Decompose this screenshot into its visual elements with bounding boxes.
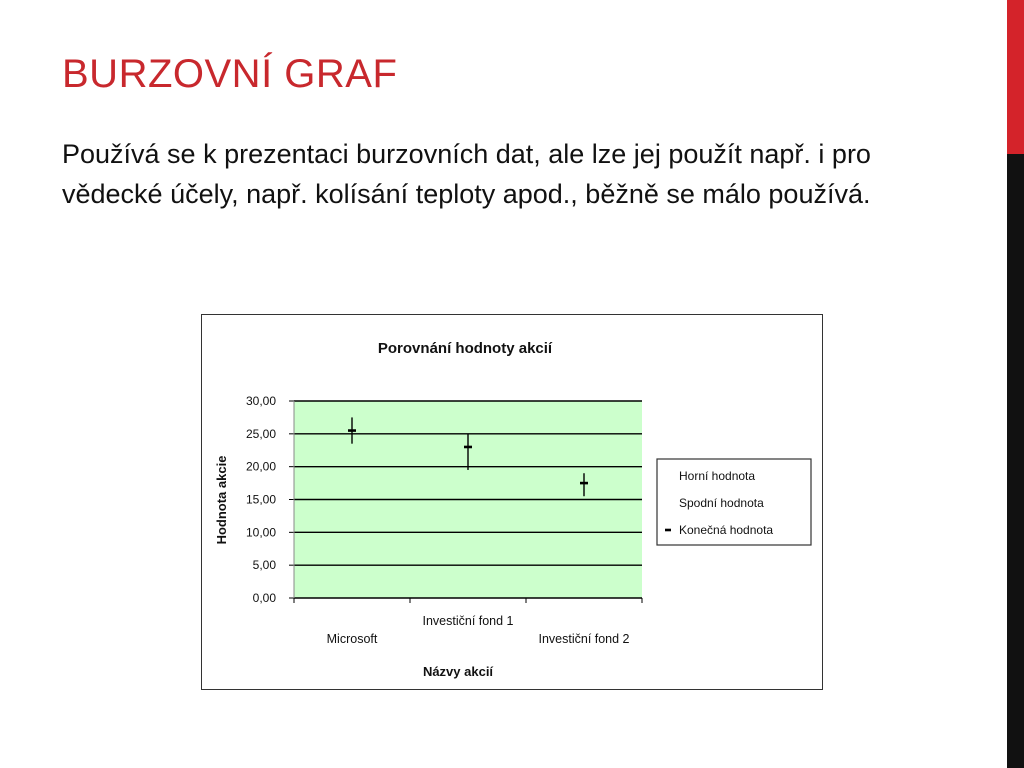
x-category-label: Investiční fond 2 — [538, 632, 630, 646]
y-tick-label: 20,00 — [245, 459, 276, 474]
chart-title: Porovnání hodnoty akcií — [377, 340, 553, 357]
slide-body-text: Používá se k prezentaci burzovních dat, ale lze jej použít např. i pro vědecké účely, např. kolísání teploty apod., běžně se málo používá. — [62, 139, 871, 209]
slide-title: BURZOVNÍ GRAF — [62, 52, 398, 96]
y-axis-title: Hodnota akcie — [214, 455, 229, 545]
stock-chart — [201, 314, 823, 690]
legend-entry: Horní hodnota — [679, 469, 756, 483]
x-axis-title: Názvy akcií — [422, 664, 494, 679]
y-tick-label: 30,00 — [245, 394, 276, 408]
y-tick-label: 25,00 — [245, 426, 276, 441]
y-tick-label: 0,00 — [252, 591, 276, 605]
accent-bar — [1007, 0, 1024, 154]
dark-side-bar — [1007, 154, 1024, 768]
chart-canvas — [202, 315, 824, 691]
y-tick-label: 15,00 — [245, 492, 276, 507]
legend-entry: Konečná hodnota — [679, 523, 774, 537]
y-tick-label: 10,00 — [245, 525, 276, 540]
legend-entry: Spodní hodnota — [679, 496, 764, 510]
x-category-label: Investiční fond 1 — [422, 614, 514, 628]
x-category-label: Microsoft — [326, 632, 378, 646]
y-tick-label: 5,00 — [252, 558, 276, 573]
